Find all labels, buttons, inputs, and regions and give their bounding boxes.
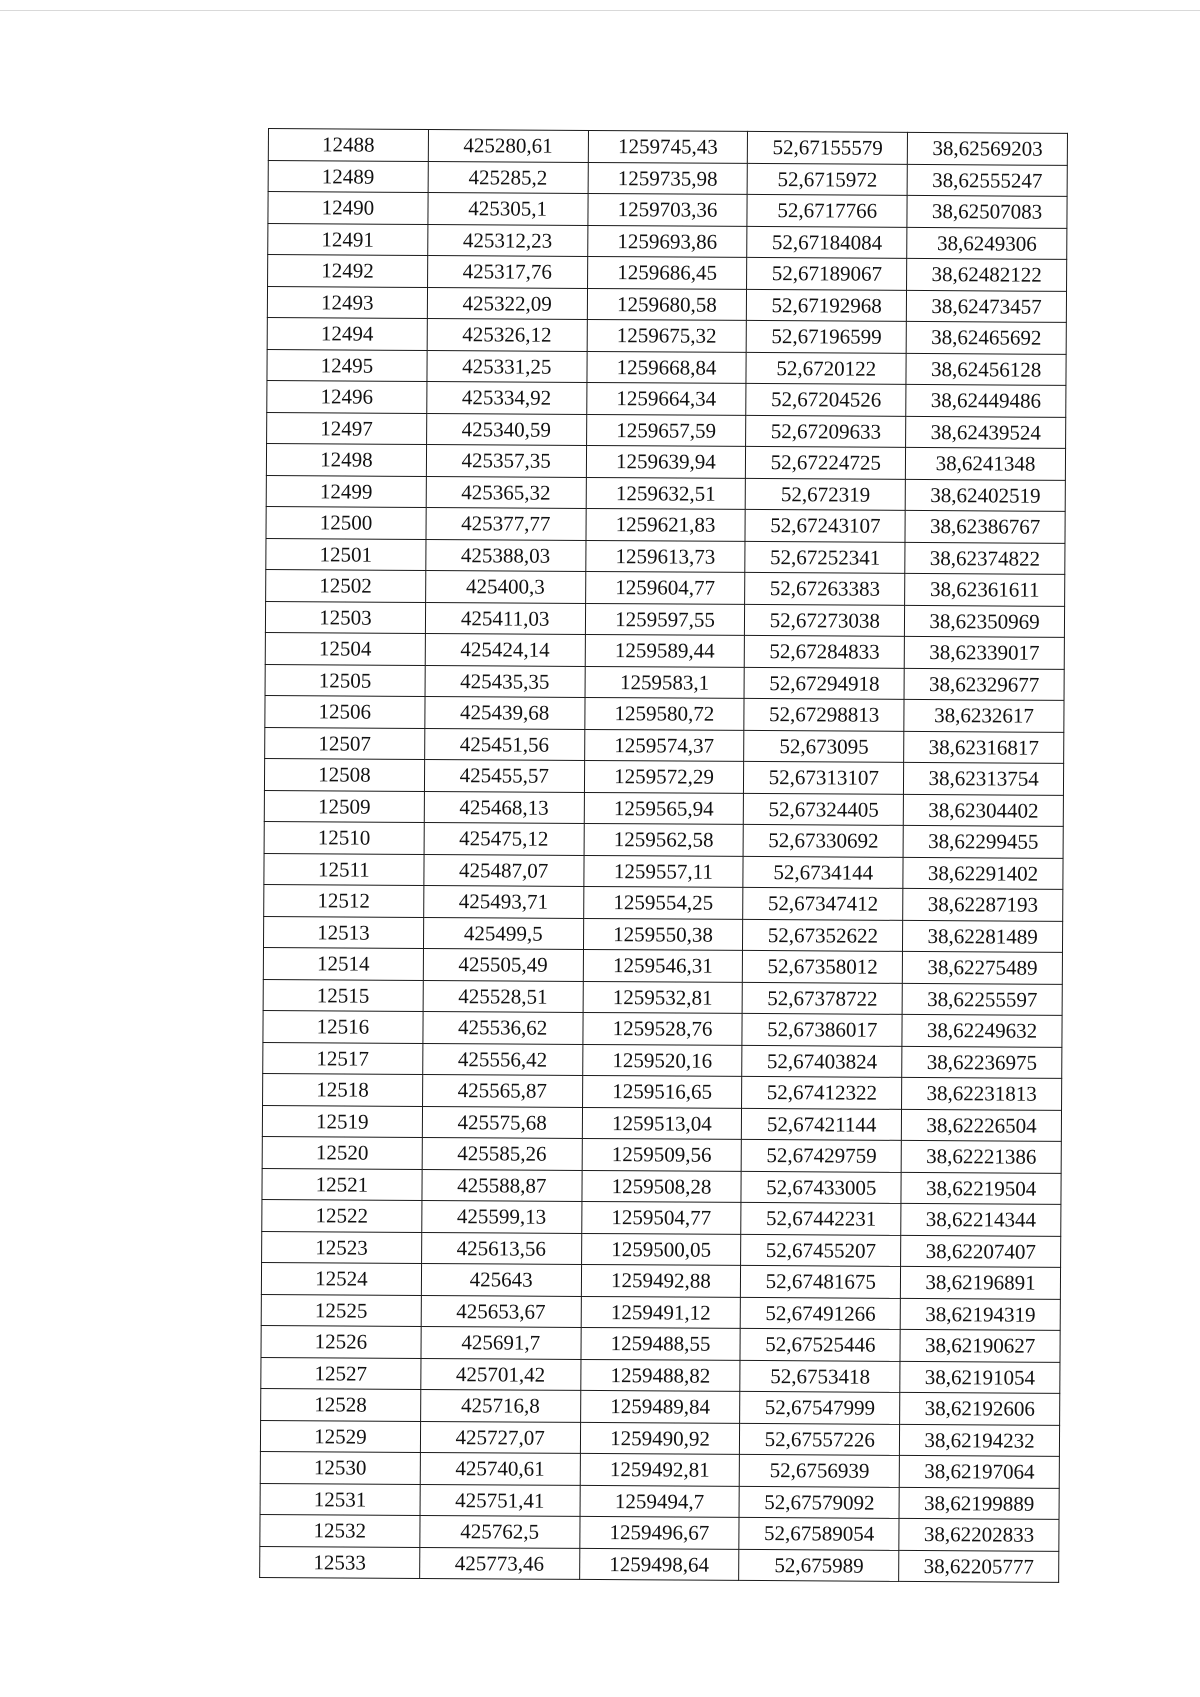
latitude-cell: 52,67589054: [739, 1517, 899, 1549]
longitude-cell: 38,62350969: [905, 605, 1065, 637]
x-coordinate-cell: 425701,42: [421, 1358, 581, 1390]
x-coordinate-cell: 425451,56: [424, 728, 584, 760]
y-coordinate-cell: 1259496,67: [579, 1516, 739, 1548]
x-coordinate-cell: 425439,68: [425, 696, 585, 728]
y-coordinate-cell: 1259554,25: [583, 886, 743, 918]
longitude-cell: 38,62214344: [901, 1203, 1061, 1235]
latitude-cell: 52,67358012: [743, 950, 903, 982]
x-coordinate-cell: 425322,09: [427, 287, 587, 319]
x-coordinate-cell: 425505,49: [423, 948, 583, 980]
longitude-cell: 38,62197064: [899, 1455, 1059, 1487]
table-row: [268, 223, 1067, 259]
y-coordinate-cell: 1259693,86: [587, 225, 747, 257]
x-coordinate-cell: 425575,68: [422, 1106, 582, 1138]
y-coordinate-cell: 1259504,77: [581, 1201, 741, 1233]
y-coordinate-cell: 1259639,94: [586, 445, 746, 477]
x-coordinate-cell: 425773,46: [419, 1547, 579, 1579]
y-coordinate-cell: 1259528,76: [583, 1012, 743, 1044]
y-coordinate-cell: 1259494,7: [580, 1485, 740, 1517]
y-coordinate-cell: 1259492,81: [580, 1453, 740, 1485]
x-coordinate-cell: 425716,8: [420, 1389, 580, 1421]
longitude-cell: 38,62291402: [903, 857, 1063, 889]
longitude-cell: 38,62191054: [900, 1361, 1060, 1393]
x-coordinate-cell: 425653,67: [421, 1295, 581, 1327]
longitude-cell: 38,62507083: [907, 195, 1067, 227]
y-coordinate-cell: 1259703,36: [588, 193, 748, 225]
longitude-cell: 38,62275489: [902, 951, 1062, 983]
y-coordinate-cell: 1259589,44: [585, 634, 745, 666]
point-number-cell: 12501: [266, 538, 426, 570]
table-row: [261, 1357, 1060, 1393]
y-coordinate-cell: 1259488,55: [581, 1327, 741, 1359]
point-number-cell: 12502: [266, 569, 426, 601]
longitude-cell: 38,62439524: [906, 416, 1066, 448]
x-coordinate-cell: 425613,56: [421, 1232, 581, 1264]
longitude-cell: 38,62456128: [906, 353, 1066, 385]
longitude-cell: 38,62473457: [907, 290, 1067, 322]
x-coordinate-cell: 425762,5: [420, 1515, 580, 1547]
table-row: [265, 664, 1064, 700]
table-row: [266, 569, 1065, 605]
latitude-cell: 52,6756939: [740, 1454, 900, 1486]
point-number-cell: 12514: [263, 947, 423, 979]
x-coordinate-cell: 425475,12: [424, 822, 584, 854]
point-number-cell: 12491: [268, 223, 428, 255]
point-number-cell: 12518: [263, 1073, 423, 1105]
x-coordinate-cell: 425499,5: [423, 917, 583, 949]
longitude-cell: 38,62316817: [904, 731, 1064, 763]
table-row: [263, 1073, 1062, 1109]
table-row: [267, 317, 1066, 353]
x-coordinate-cell: 425424,14: [425, 633, 585, 665]
x-coordinate-cell: 425365,32: [426, 476, 586, 508]
x-coordinate-cell: 425312,23: [428, 224, 588, 256]
y-coordinate-cell: 1259613,73: [585, 540, 745, 572]
longitude-cell: 38,62386767: [905, 510, 1065, 542]
table-row: [260, 1420, 1059, 1456]
latitude-cell: 52,6720122: [746, 352, 906, 384]
table-row: [265, 601, 1064, 637]
point-number-cell: 12492: [268, 255, 428, 287]
longitude-cell: 38,62465692: [906, 321, 1066, 353]
x-coordinate-cell: 425599,13: [422, 1200, 582, 1232]
y-coordinate-cell: 1259657,59: [586, 414, 746, 446]
latitude-cell: 52,672319: [746, 478, 906, 510]
latitude-cell: 52,67273038: [745, 604, 905, 636]
longitude-cell: 38,62329677: [904, 668, 1064, 700]
table-row: [266, 506, 1065, 542]
longitude-cell: 38,62192606: [900, 1392, 1060, 1424]
latitude-cell: 52,67252341: [745, 541, 905, 573]
latitude-cell: 52,675989: [739, 1549, 899, 1581]
y-coordinate-cell: 1259574,37: [584, 729, 744, 761]
point-number-cell: 12511: [264, 853, 424, 885]
table-row: [262, 1231, 1061, 1267]
latitude-cell: 52,67155579: [748, 131, 908, 163]
x-coordinate-cell: 425357,35: [426, 444, 586, 476]
point-number-cell: 12528: [261, 1388, 421, 1420]
y-coordinate-cell: 1259565,94: [584, 792, 744, 824]
y-coordinate-cell: 1259490,92: [580, 1422, 740, 1454]
longitude-cell: 38,62313754: [904, 762, 1064, 794]
point-number-cell: 12519: [262, 1105, 422, 1137]
table-row: [261, 1294, 1060, 1330]
point-number-cell: 12532: [260, 1514, 420, 1546]
table-row: [261, 1262, 1060, 1298]
latitude-cell: 52,67192968: [747, 289, 907, 321]
y-coordinate-cell: 1259583,1: [585, 666, 745, 698]
longitude-cell: 38,62221386: [901, 1140, 1061, 1172]
x-coordinate-cell: 425435,35: [425, 665, 585, 697]
latitude-cell: 52,67347412: [743, 887, 903, 919]
point-number-cell: 12506: [265, 695, 425, 727]
x-coordinate-cell: 425691,7: [421, 1326, 581, 1358]
latitude-cell: 52,67378722: [742, 982, 902, 1014]
x-coordinate-cell: 425740,61: [420, 1452, 580, 1484]
table-row: [265, 632, 1064, 668]
point-number-cell: 12524: [261, 1262, 421, 1294]
x-coordinate-cell: 425727,07: [420, 1421, 580, 1453]
longitude-cell: 38,62231813: [902, 1077, 1062, 1109]
latitude-cell: 52,67433005: [741, 1171, 901, 1203]
x-coordinate-cell: 425334,92: [427, 381, 587, 413]
table-row: [263, 1010, 1062, 1046]
y-coordinate-cell: 1259675,32: [587, 319, 747, 351]
longitude-cell: 38,62236975: [902, 1046, 1062, 1078]
x-coordinate-cell: 425400,3: [425, 570, 585, 602]
y-coordinate-cell: 1259491,12: [581, 1296, 741, 1328]
point-number-cell: 12509: [264, 790, 424, 822]
x-coordinate-cell: 425528,51: [423, 980, 583, 1012]
longitude-cell: 38,62226504: [902, 1109, 1062, 1141]
x-coordinate-cell: 425643: [421, 1263, 581, 1295]
table-row: [268, 160, 1067, 196]
latitude-cell: 52,67352622: [743, 919, 903, 951]
longitude-cell: 38,62402519: [905, 479, 1065, 511]
table-row: [260, 1514, 1059, 1550]
latitude-cell: 52,673095: [744, 730, 904, 762]
y-coordinate-cell: 1259562,58: [584, 823, 744, 855]
y-coordinate-cell: 1259488,82: [580, 1359, 740, 1391]
latitude-cell: 52,67429759: [742, 1139, 902, 1171]
longitude-cell: 38,62299455: [903, 825, 1063, 857]
longitude-cell: 38,62339017: [904, 636, 1064, 668]
point-number-cell: 12515: [263, 979, 423, 1011]
longitude-cell: 38,62205777: [899, 1550, 1059, 1582]
longitude-cell: 38,62207407: [901, 1235, 1061, 1267]
longitude-cell: 38,62304402: [903, 794, 1063, 826]
table-row: [262, 1136, 1061, 1172]
scan-edge-line: [0, 10, 1200, 11]
table-row: [264, 790, 1063, 826]
table-row: [260, 1546, 1059, 1582]
y-coordinate-cell: 1259509,56: [582, 1138, 742, 1170]
point-number-cell: 12505: [265, 664, 425, 696]
latitude-cell: 52,67243107: [745, 509, 905, 541]
table-row: [268, 192, 1067, 228]
latitude-cell: 52,67294918: [744, 667, 904, 699]
y-coordinate-cell: 1259632,51: [586, 477, 746, 509]
table-row: [263, 916, 1062, 952]
x-coordinate-cell: 425411,03: [425, 602, 585, 634]
y-coordinate-cell: 1259546,31: [583, 949, 743, 981]
longitude-cell: 38,62482122: [907, 258, 1067, 290]
longitude-cell: 38,62194319: [900, 1298, 1060, 1330]
point-number-cell: 12494: [267, 317, 427, 349]
longitude-cell: 38,62449486: [906, 384, 1066, 416]
table-row: [266, 475, 1065, 511]
latitude-cell: 52,67386017: [742, 1013, 902, 1045]
table-row: [265, 695, 1064, 731]
table-row: [267, 412, 1066, 448]
point-number-cell: 12520: [262, 1136, 422, 1168]
x-coordinate-cell: 425331,25: [427, 350, 587, 382]
y-coordinate-cell: 1259532,81: [583, 981, 743, 1013]
table-row: [268, 255, 1067, 291]
point-number-cell: 12523: [262, 1231, 422, 1263]
longitude-cell: 38,62555247: [907, 164, 1067, 196]
latitude-cell: 52,67224725: [746, 446, 906, 478]
x-coordinate-cell: 425556,42: [423, 1043, 583, 1075]
latitude-cell: 52,67547999: [740, 1391, 900, 1423]
latitude-cell: 52,67204526: [746, 383, 906, 415]
y-coordinate-cell: 1259745,43: [588, 130, 748, 162]
point-number-cell: 12516: [263, 1010, 423, 1042]
latitude-cell: 52,67421144: [742, 1108, 902, 1140]
latitude-cell: 52,67455207: [741, 1234, 901, 1266]
latitude-cell: 52,67209633: [746, 415, 906, 447]
latitude-cell: 52,67525446: [740, 1328, 900, 1360]
longitude-cell: 38,62281489: [903, 920, 1063, 952]
y-coordinate-cell: 1259604,77: [585, 571, 745, 603]
point-number-cell: 12525: [261, 1294, 421, 1326]
longitude-cell: 38,62361611: [905, 573, 1065, 605]
point-number-cell: 12533: [260, 1546, 420, 1578]
y-coordinate-cell: 1259580,72: [584, 697, 744, 729]
point-number-cell: 12503: [265, 601, 425, 633]
table-row: [262, 1199, 1061, 1235]
longitude-cell: 38,6249306: [907, 227, 1067, 259]
table-row: [261, 1388, 1060, 1424]
longitude-cell: 38,62199889: [899, 1487, 1059, 1519]
x-coordinate-cell: 425751,41: [420, 1484, 580, 1516]
latitude-cell: 52,67184084: [747, 226, 907, 258]
latitude-cell: 52,67298813: [744, 698, 904, 730]
latitude-cell: 52,67481675: [741, 1265, 901, 1297]
latitude-cell: 52,67313107: [744, 761, 904, 793]
coordinates-table-body: [260, 129, 1068, 1583]
longitude-cell: 38,62255597: [902, 983, 1062, 1015]
x-coordinate-cell: 425280,61: [428, 129, 588, 161]
latitude-cell: 52,67491266: [741, 1297, 901, 1329]
x-coordinate-cell: 425326,12: [427, 318, 587, 350]
table-row: [267, 286, 1066, 322]
longitude-cell: 38,62196891: [901, 1266, 1061, 1298]
point-number-cell: 12513: [263, 916, 423, 948]
point-number-cell: 12508: [264, 758, 424, 790]
longitude-cell: 38,62190627: [900, 1329, 1060, 1361]
table-row: [267, 380, 1066, 416]
longitude-cell: 38,62202833: [899, 1518, 1059, 1550]
table-row: [264, 853, 1063, 889]
y-coordinate-cell: 1259557,11: [583, 855, 743, 887]
point-number-cell: 12521: [262, 1168, 422, 1200]
point-number-cell: 12489: [268, 160, 428, 192]
y-coordinate-cell: 1259664,34: [586, 382, 746, 414]
table-row: [262, 1168, 1061, 1204]
point-number-cell: 12510: [264, 821, 424, 853]
latitude-cell: 52,6717766: [747, 194, 907, 226]
y-coordinate-cell: 1259498,64: [579, 1548, 739, 1580]
x-coordinate-cell: 425305,1: [428, 192, 588, 224]
latitude-cell: 52,67284833: [745, 635, 905, 667]
point-number-cell: 12531: [260, 1483, 420, 1515]
point-number-cell: 12497: [267, 412, 427, 444]
longitude-cell: 38,62219504: [901, 1172, 1061, 1204]
latitude-cell: 52,67579092: [739, 1486, 899, 1518]
table-row: [260, 1451, 1059, 1487]
latitude-cell: 52,6753418: [740, 1360, 900, 1392]
point-number-cell: 12496: [267, 380, 427, 412]
longitude-cell: 38,62194232: [900, 1424, 1060, 1456]
table-row: [264, 821, 1063, 857]
longitude-cell: 38,62249632: [902, 1014, 1062, 1046]
table-row: [263, 979, 1062, 1015]
longitude-cell: 38,62374822: [905, 542, 1065, 574]
y-coordinate-cell: 1259516,65: [582, 1075, 742, 1107]
y-coordinate-cell: 1259489,84: [580, 1390, 740, 1422]
y-coordinate-cell: 1259492,88: [581, 1264, 741, 1296]
y-coordinate-cell: 1259500,05: [581, 1233, 741, 1265]
table-row: [266, 538, 1065, 574]
longitude-cell: 38,6241348: [906, 447, 1066, 479]
y-coordinate-cell: 1259668,84: [587, 351, 747, 383]
point-number-cell: 12490: [268, 192, 428, 224]
latitude-cell: 52,6734144: [743, 856, 903, 888]
y-coordinate-cell: 1259550,38: [583, 918, 743, 950]
y-coordinate-cell: 1259680,58: [587, 288, 747, 320]
point-number-cell: 12500: [266, 506, 426, 538]
point-number-cell: 12499: [266, 475, 426, 507]
x-coordinate-cell: 425565,87: [422, 1074, 582, 1106]
longitude-cell: 38,6232617: [904, 699, 1064, 731]
x-coordinate-cell: 425377,77: [426, 507, 586, 539]
longitude-cell: 38,62287193: [903, 888, 1063, 920]
table-row: [263, 947, 1062, 983]
table-row: [262, 1105, 1061, 1141]
y-coordinate-cell: 1259513,04: [582, 1107, 742, 1139]
table-row: [268, 129, 1067, 165]
latitude-cell: 52,6715972: [747, 163, 907, 195]
point-number-cell: 12498: [266, 443, 426, 475]
x-coordinate-cell: 425388,03: [426, 539, 586, 571]
table-row: [261, 1325, 1060, 1361]
point-number-cell: 12504: [265, 632, 425, 664]
latitude-cell: 52,67324405: [744, 793, 904, 825]
latitude-cell: 52,67263383: [745, 572, 905, 604]
point-number-cell: 12522: [262, 1199, 422, 1231]
x-coordinate-cell: 425340,59: [426, 413, 586, 445]
latitude-cell: 52,67330692: [743, 824, 903, 856]
point-number-cell: 12493: [267, 286, 427, 318]
point-number-cell: 12529: [260, 1420, 420, 1452]
table-row: [266, 443, 1065, 479]
x-coordinate-cell: 425285,2: [428, 161, 588, 193]
table-row: [263, 1042, 1062, 1078]
point-number-cell: 12530: [260, 1451, 420, 1483]
longitude-cell: 38,62569203: [907, 132, 1067, 164]
x-coordinate-cell: 425536,62: [423, 1011, 583, 1043]
x-coordinate-cell: 425455,57: [424, 759, 584, 791]
latitude-cell: 52,67557226: [740, 1423, 900, 1455]
y-coordinate-cell: 1259735,98: [588, 162, 748, 194]
coordinates-table: [259, 128, 1068, 1583]
latitude-cell: 52,67403824: [742, 1045, 902, 1077]
y-coordinate-cell: 1259572,29: [584, 760, 744, 792]
point-number-cell: 12526: [261, 1325, 421, 1357]
table-row: [260, 1483, 1059, 1519]
x-coordinate-cell: 425588,87: [422, 1169, 582, 1201]
x-coordinate-cell: 425585,26: [422, 1137, 582, 1169]
point-number-cell: 12527: [261, 1357, 421, 1389]
y-coordinate-cell: 1259686,45: [587, 256, 747, 288]
point-number-cell: 12488: [268, 129, 428, 161]
x-coordinate-cell: 425317,76: [427, 255, 587, 287]
latitude-cell: 52,67412322: [742, 1076, 902, 1108]
table-row: [267, 349, 1066, 385]
y-coordinate-cell: 1259621,83: [586, 508, 746, 540]
x-coordinate-cell: 425493,71: [423, 885, 583, 917]
table-row: [264, 884, 1063, 920]
y-coordinate-cell: 1259520,16: [582, 1044, 742, 1076]
table-row: [265, 727, 1064, 763]
point-number-cell: 12512: [264, 884, 424, 916]
point-number-cell: 12507: [265, 727, 425, 759]
latitude-cell: 52,67442231: [741, 1202, 901, 1234]
point-number-cell: 12495: [267, 349, 427, 381]
point-number-cell: 12517: [263, 1042, 423, 1074]
table-row: [264, 758, 1063, 794]
y-coordinate-cell: 1259597,55: [585, 603, 745, 635]
x-coordinate-cell: 425487,07: [424, 854, 584, 886]
latitude-cell: 52,67196599: [747, 320, 907, 352]
latitude-cell: 52,67189067: [747, 257, 907, 289]
y-coordinate-cell: 1259508,28: [582, 1170, 742, 1202]
x-coordinate-cell: 425468,13: [424, 791, 584, 823]
